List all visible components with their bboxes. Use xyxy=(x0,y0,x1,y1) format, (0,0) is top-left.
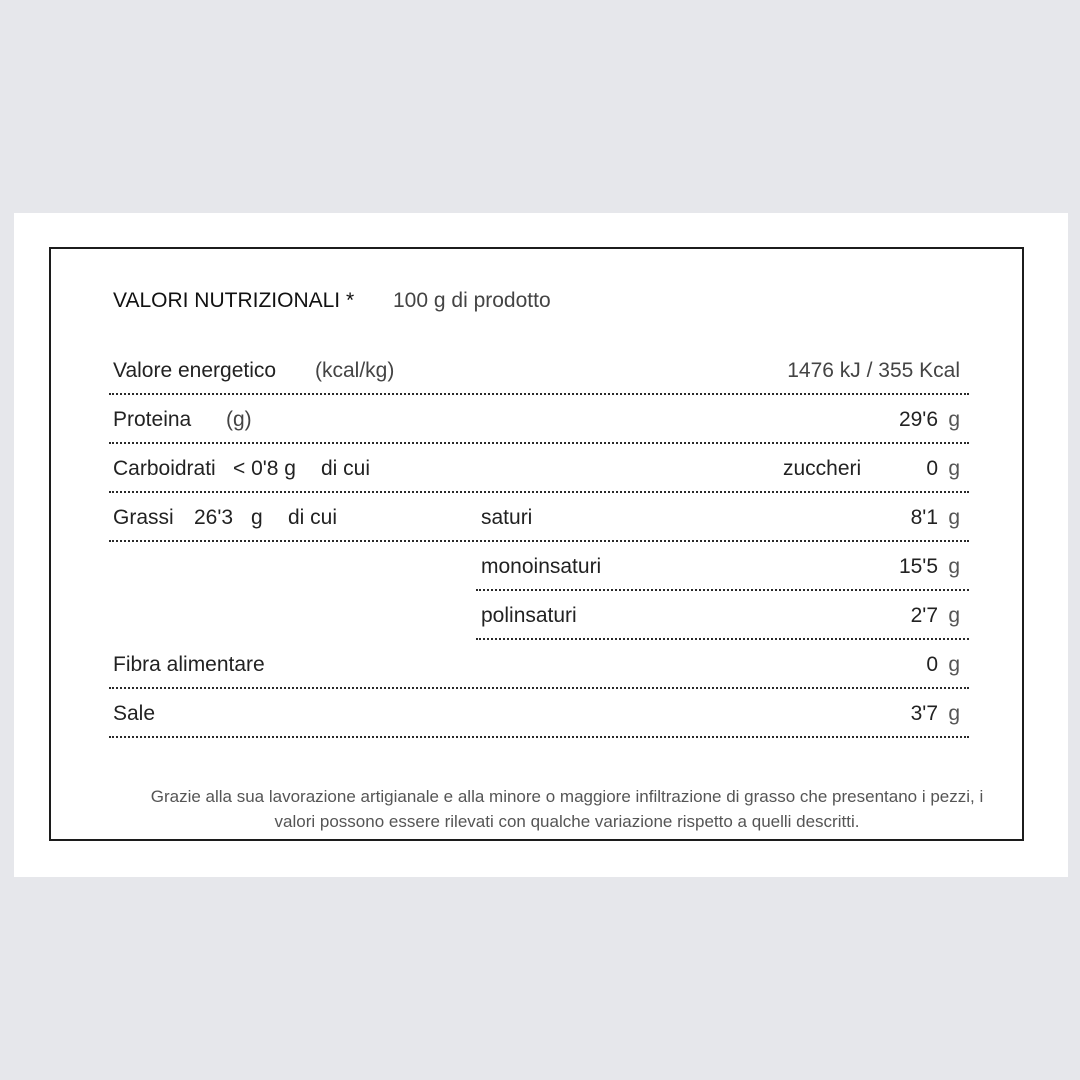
fats-amount: 26'3 xyxy=(194,506,234,529)
row-divider xyxy=(476,589,969,591)
row-divider xyxy=(109,736,969,738)
saturated-value: 8'1 xyxy=(910,506,938,529)
sugars-value-unit: g xyxy=(948,457,960,480)
table-subtitle: 100 g di prodotto xyxy=(393,289,551,312)
energy-unit: (kcal/kg) xyxy=(315,359,395,382)
row-divider xyxy=(109,540,969,542)
mono-value: 15'5 xyxy=(898,555,938,578)
protein-label: Proteina xyxy=(113,408,192,431)
poly-label: polinsaturi xyxy=(481,604,577,627)
fiber-value-unit: g xyxy=(948,653,960,676)
carbs-of-which: di cui xyxy=(321,457,371,480)
salt-label: Sale xyxy=(113,702,156,725)
table-title: VALORI NUTRIZIONALI * xyxy=(113,289,355,312)
salt-value: 3'7 xyxy=(910,702,938,725)
row-divider xyxy=(109,393,969,395)
carbs-amount: < 0'8 g xyxy=(233,457,296,480)
nutrition-table-frame xyxy=(49,247,1024,841)
fats-of-which: di cui xyxy=(288,506,338,529)
sugars-value: 0 xyxy=(926,457,938,480)
row-divider xyxy=(476,638,969,640)
energy-value: 1476 kJ / 355 Kcal xyxy=(787,359,960,382)
mono-label: monoinsaturi xyxy=(481,555,602,578)
protein-unit: (g) xyxy=(226,408,252,431)
sugars-label: zuccheri xyxy=(783,457,862,480)
row-divider xyxy=(109,687,969,689)
saturated-value-unit: g xyxy=(948,506,960,529)
fiber-value: 0 xyxy=(926,653,938,676)
carbs-label: Carboidrati xyxy=(113,457,216,480)
footnote: Grazie alla sua lavorazione artigianale e alla minore o maggiore infiltrazione di grasso che presentano i pezzi, i valori possono essere rilevati con qualche variazione rispetto a quelli descritti. xyxy=(150,787,984,831)
salt-value-unit: g xyxy=(948,702,960,725)
fats-label: Grassi xyxy=(113,506,174,529)
protein-value-unit: g xyxy=(948,408,960,431)
fiber-label: Fibra alimentare xyxy=(113,653,265,676)
energy-label: Valore energetico xyxy=(113,359,277,382)
fats-amount-unit: g xyxy=(251,506,263,529)
saturated-label: saturi xyxy=(481,506,533,529)
row-divider xyxy=(109,491,969,493)
label-card xyxy=(14,213,1068,877)
protein-value: 29'6 xyxy=(898,408,938,431)
mono-value-unit: g xyxy=(948,555,960,578)
poly-value-unit: g xyxy=(948,604,960,627)
row-divider xyxy=(109,442,969,444)
poly-value: 2'7 xyxy=(910,604,938,627)
